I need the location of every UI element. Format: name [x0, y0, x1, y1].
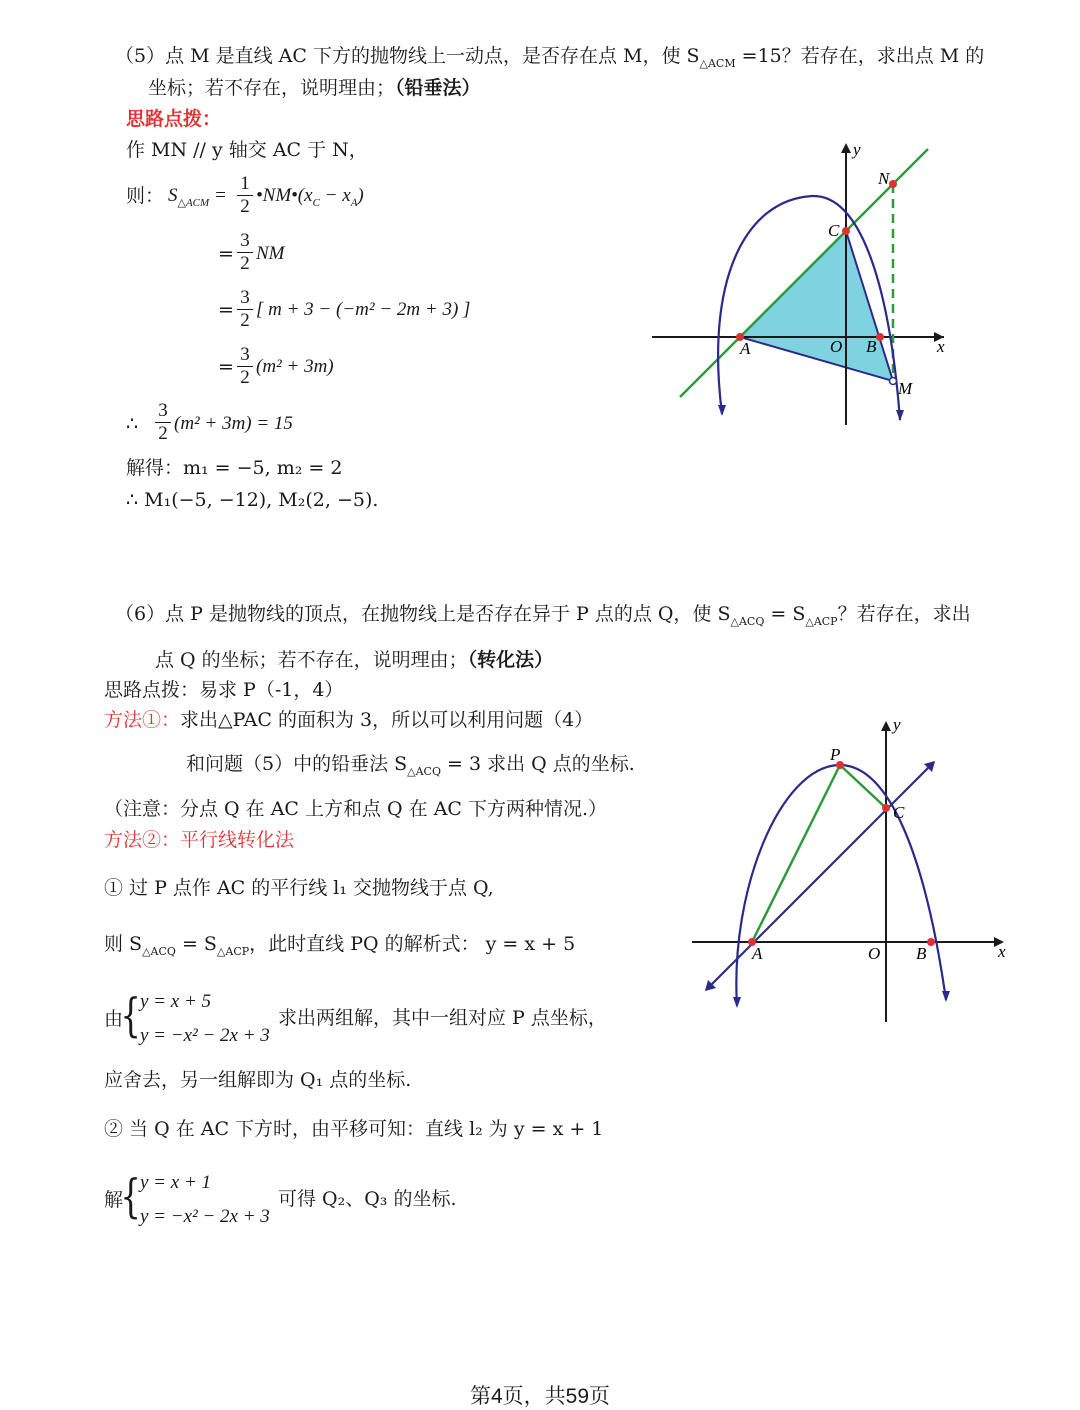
point-m [890, 378, 897, 385]
q5-eq2: NM [256, 243, 285, 264]
q6-sys1-text: 求出两组解，其中一组对应 P 点坐标， [278, 1007, 607, 1029]
label-m: M [898, 379, 913, 398]
parabola-arrow-left [718, 405, 726, 416]
q6-method1-line2: 和问题（5）中的铅垂法 $S_{\triangle ACQ} = 3$ 求出 Q 点的坐标. [186, 753, 635, 778]
q5-eq3: [ m + 3 − (−m² − 2m + 3) ] [256, 299, 471, 320]
figure-1 [640, 135, 960, 435]
q5-eq4-sign: = [218, 356, 234, 378]
q6-method1: 方法①：求出△PAC 的面积为 3，所以可以利用问题（4） [104, 709, 594, 731]
q6-sys1-prefix: 由 [104, 1008, 124, 1030]
q5-hint-line: 作 MN // y 轴交 AC 于 N， [126, 139, 368, 161]
parabola-arrow-right [942, 991, 950, 1002]
point-c [842, 227, 850, 235]
q5-therefore-sign: ∴ [126, 413, 139, 435]
label-y: y [893, 715, 901, 734]
q5-solve: 解得：m₁ = −5, m₂ = 2 [126, 457, 343, 479]
q6-sys2-eq2: y = −x² − 2x + 3 [140, 1206, 270, 1227]
q5-frac-3-2d: 3 2 [154, 400, 172, 445]
label-x: x [998, 942, 1006, 961]
q6-sys2-brace: { [120, 1169, 141, 1223]
page-footer: 第4页，共59页 [469, 1385, 611, 1408]
parabola-arrow-left [733, 997, 741, 1008]
q5-line1: （5）点 M 是直线 AC 下方的抛物线上一动点，是否存在点 M，使 $S_{\triangle ACM} =15$？若存在，求出点 M 的 [115, 45, 985, 70]
q6-sys1-text2: 应舍去，另一组解即为 Q₁ 点的坐标. [104, 1069, 412, 1091]
point-c [882, 804, 890, 812]
q5-hint-title: 思路点拨： [126, 108, 222, 130]
label-x: x [937, 337, 945, 356]
line-ac [706, 762, 934, 990]
label-c: C [893, 803, 905, 822]
q5-frac-3-2a: 3 2 [236, 230, 254, 275]
figure-2 [685, 710, 1015, 1030]
q5-frac-half: 1 2 [236, 173, 254, 218]
label-p: P [830, 745, 841, 764]
q5-result: ∴ M₁(−5, −12), M₂(2, −5). [126, 489, 379, 511]
q5-therefore-eq: (m² + 3m) = 15 [174, 413, 293, 434]
point-b [876, 333, 884, 341]
q6-note: （注意：分点 Q 在 AC 上方和点 Q 在 AC 下方两种情况.） [104, 798, 608, 820]
q6-method2: 方法②：平行线转化法 [104, 829, 295, 851]
label-n: N [878, 169, 890, 188]
y-axis-arrow [881, 721, 891, 731]
label-y: y [853, 140, 861, 159]
q5-eq3-sign: = [218, 299, 234, 321]
q6-line1: （6）点 P 是抛物线的顶点，在抛物线上是否存在异于 P 点的点 Q，使 $S_{\triangle ACQ} = S_{\triangle ACP}$？若存在，求出 [115, 603, 971, 628]
q6-sys2-text: 可得 Q₂、Q₃ 的坐标. [278, 1188, 457, 1210]
label-c: C [828, 221, 840, 240]
q5-eq1-rest: $•NM•(x_C - x_A)$ [256, 185, 364, 209]
q5-eq2-sign: = [218, 243, 234, 265]
label-o: O [868, 944, 881, 963]
q5-s-acm: $S_{\triangle ACM}$ = [168, 185, 227, 209]
q6-sys2-prefix: 解 [104, 1189, 124, 1211]
parabola [736, 765, 946, 1006]
label-b: B [866, 337, 877, 356]
q6-line2: 点 Q 的坐标；若不存在，说明理由；（转化法） [155, 649, 554, 671]
label-o: O [830, 337, 843, 356]
q6-sys1-brace: { [120, 988, 141, 1042]
q5-frac-3-2b: 3 2 [236, 287, 254, 332]
point-n [889, 180, 897, 188]
q6-hint: 思路点拨：易求 P（-1，4） [104, 679, 344, 701]
q6-sys2-eq1: y = x + 1 [140, 1172, 212, 1193]
y-axis-arrow [841, 143, 851, 153]
q6-sys1-eq1: y = x + 5 [140, 991, 212, 1012]
q5-frac-3-2c: 3 2 [236, 344, 254, 389]
q5-line2: 坐标；若不存在，说明理由；（铅垂法） [148, 77, 481, 99]
q5-eq4: (m² + 3m) [256, 356, 334, 377]
q6-step1: ① 过 P 点作 AC 的平行线 l₁ 交抛物线于点 Q, [104, 877, 494, 899]
parabola-arrow-right [896, 410, 904, 421]
segment-pa [752, 765, 840, 942]
q5-then: 则： [126, 185, 165, 207]
label-a: A [740, 339, 751, 358]
q6-step2: ② 当 Q 在 AC 下方时，由平移可知：直线 l₂ 为 y = x + 1 [104, 1118, 604, 1140]
label-a: A [752, 944, 763, 963]
q6-sys1-eq2: y = −x² − 2x + 3 [140, 1025, 270, 1046]
point-b [927, 938, 935, 946]
label-b: B [916, 944, 927, 963]
q6-step1b: 则 $S_{\triangle ACQ} = S_{\triangle ACP}$，此时直线 PQ 的解析式： y = x + 5 [104, 933, 576, 958]
